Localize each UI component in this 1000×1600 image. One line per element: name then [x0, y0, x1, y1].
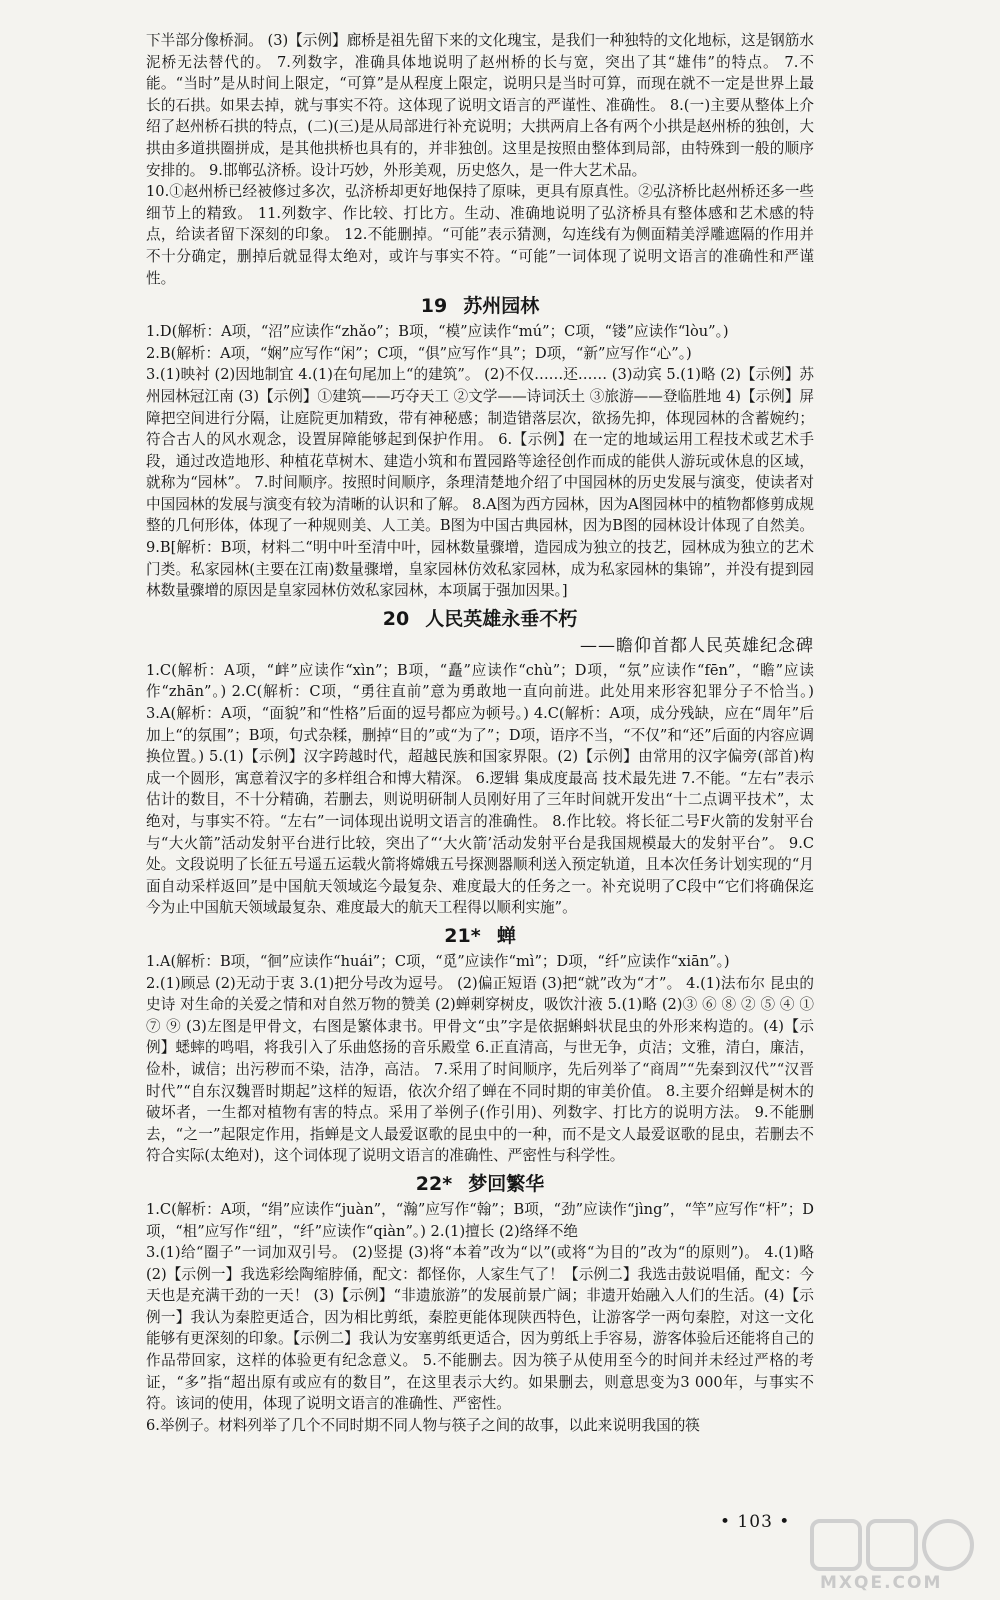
section-number: 20 [382, 607, 410, 630]
section-subtitle: ——瞻仰首都人民英雄纪念碑 [580, 635, 814, 656]
section-title: 蝉 [496, 924, 516, 947]
answer-paragraph: 1.C(解析：A项，“衅”应读作“xìn”；B项，“矗”应读作“chù”；D项，“氛”应读作“fēn”，“瞻”应读作“zhān”。) 2.C(解析：C项，“勇往直前”意为勇敢地一直向前进。此处用来形容犯罪分子不恰当。) 3.A(解析：A项，“面貌”和“性格”后面的逗号都应为顿号。) 4.C(解析：A项，成分残缺，应在“周年”后加上“的氛围”；B项，句式杂糅，删掉“目的”或“为了”；D项，语序不当，“不仅”和“还”后面的内容应调换位置。) 5.(1)【示例】汉字跨越时代，超越民族和国家界限。(2)【示例】由常用的汉字偏旁(部首)构成一个圆形，寓意着汉字的多样组合和博大精深。 6.逻辑 集成度最高 技术最先进 7.不能。“左右”表示估计的数目，不十分精确，若删去，则说明研制人员刚好用了三年时间就开发出“十二点调平技术”，太绝对，与事实不符。“左右”一词体现出说明文语言的准确性。 8.作比较。将长征二号F火箭的发射平台与“大火箭”活动发射平台进行比较，突出了“‘大火箭’活动发射平台是我国规模最大的发射平台”。 9.C处。文段说明了长征五号遥五运载火箭将嫦娥五号探测器顺利送入预定轨道，且本次任务计划实现的“月面自动采样返回”是中国航天领域迄今最复杂、难度最大的任务之一。补充说明了C段中“它们将确保迄今为止中国航天领域最复杂、难度最大的航天工程得以顺利实施”。 [146, 661, 814, 917]
answer-paragraph: 1.C(解析：A项，“绢”应读作“juàn”，“瀚”应写作“翰”；B项，“劲”应读作“jìng”，“竿”应写作“杆”；D项，“柤”应写作“纽”，“纤”应读作“qiàn”。) 2.(1)擅长 (2)络绎不绝 [146, 1200, 814, 1240]
section-22 [146, 1171, 814, 1437]
answer-paragraph: 3.(1)映衬 (2)因地制宜 4.(1)在句尾加上“的建筑”。 (2)不仅……还…… (3)动宾 5.(1)略 (2)【示例】苏州园林冠江南 (3)【示例】①建筑——巧夺天工 ②文学——诗词沃土 ③旅游——登临胜地 4)【示例】屏障把空间进行分隔，让庭院更加精致，带有神秘感；制造错落层次，欲扬先抑，体现园林的含蓄婉约；符合古人的风水观念，设置屏障能够起到保护作用。 6.【示例】在一定的地域运用工程技术或艺术手段，通过改造地形、种植花草树木、建造小筑和布置园路等途径创作而成的能供人游玩或休息的区域，就称为“园林”。 7.时间顺序。按照时间顺序，条理清楚地介绍了中国园林的历史发展与演变，使读者对中国园林的发展与演变有较为清晰的认识和了解。 8.A图为西方园林，因为A图园林中的植物都修剪成规整的几何形体，体现了一种规则美、人工美。B图为中国古典园林，因为B图的园林设计体现了自然美。 9.B[解析：B项，材料二“明中叶至清中叶，园林数量骤增，造园成为独立的技艺，园林成为独立的艺术门类。私家园林(主要在江南)数量骤增，皇家园林仿效私家园林，成为私家园林的集锦”，并没有提到园林数量骤增的原因是皇家园林仿效私家园林，本项属于强加因果。] [146, 366, 814, 600]
intro-paragraph: 10.①赵州桥已经被修过多次，弘济桥却更好地保持了原味，更具有原真性。②弘济桥比赵州桥还多一些细节上的精致。 11.列数字、作比较、打比方。生动、准确地说明了弘济桥具有整体感和艺术感的特点，给读者留下深刻的印象。 12.不能删掉。“可能”表示猜测，勾连线有为侧面精美浮雕遮隔的作用并不十分确定，删掉后就显得太绝对，或许与事实不符。“可能”一词体现了说明文语言的准确性和严谨性。 [146, 183, 814, 287]
answer-paragraph: 1.A(解析：B项，“徊”应读作“huái”；C项，“觅”应读作“mì”；D项，“纤”应读作“xiān”。) [146, 952, 730, 970]
section-title: 梦回繁华 [468, 1172, 545, 1195]
watermark-logo [808, 1515, 988, 1593]
section-number: 21* [444, 924, 481, 947]
answer-paragraph: 1.D(解析：A项，“沼”应读作“zhǎo”；B项，“模”应读作“mú”；C项，“镂”应读作“lòu”。) [146, 323, 729, 341]
intro-paragraph: 下半部分像桥洞。 (3)【示例】廊桥是祖先留下来的文化瑰宝，是我们一种独特的文化地标，这是钢筋水泥桥无法替代的。 7.列数字，准确具体地说明了赵州桥的长与宽，突出了其“雄伟”的特点。 7.不能。“当时”是从时间上限定，“可算”是从程度上限定，说明只是当时可算，而现在就不一定是世界上最长的石拱。如果去掉，就与事实不符。这体现了说明文语言的严谨性、准确性。 8.(一)主要从整体上介绍了赵州桥石拱的特点，(二)(三)是从局部进行补充说明；大拱两肩上各有两个小拱是赵州桥的独创，大拱由多道拱圈拼成，是其他拱桥也具有的，并非独创。这里是按照由整体到局部，由特殊到一般的顺序安排的。 9.邯郸弘济桥。设计巧妙，外形美观，历史悠久，是一件大艺术品。 [146, 32, 814, 179]
section-19 [146, 293, 814, 602]
section-number: 19 [420, 295, 448, 318]
section-heading [146, 1171, 814, 1197]
answer-page [146, 30, 814, 1436]
answer-paragraph: 2.B(解析：A项，“娴”应写作“闲”；C项，“俱”应写作“具”；D项，“新”应写作“心”。) [146, 344, 692, 362]
section-21 [146, 923, 814, 1167]
watermark-text: MXQE.COM [820, 1573, 943, 1593]
answer-paragraph: 2.(1)顾忌 (2)无动于衷 3.(1)把分号改为逗号。 (2)偏正短语 (3)把“就”改为“才”。 4.(1)法布尔 昆虫的史诗 对生命的关爱之情和对自然万物的赞美 (2)蝉刺穿树皮，吸饮汁液 5.(1)略 (2)③ ⑥ ⑧ ② ⑤ ④ ① ⑦ ⑨ (3)左图是甲骨文，右图是繁体隶书。甲骨文“虫”字是依据蝌蚪状昆虫的外形来构造的。(4)【示例】蟋蟀的鸣唱，将我引入了乐曲悠扬的音乐殿堂 6.正直清高，与世无争，贞洁；文雅，清白，廉洁，俭朴，诚信；出污秽而不染，洁净，高洁。 7.采用了时间顺序，先后列举了“商周”“先秦到汉代”“汉晋时代”“自东汉魏晋时期起”这样的短语，依次介绍了蝉在不同时期的审美价值。 8.主要介绍蝉是树木的破坏者，一生都对植物有害的特点。采用了举例子(作引用)、列数字、打比方的说明方法。 9.不能删去，“之一”起限定作用，指蝉是文人最爱讴歌的昆虫中的一种，而不是文人最爱讴歌的昆虫，若删去不符合实际(太绝对)，这个词体现了说明文语言的准确性、严密性与科学性。 [146, 974, 814, 1165]
section-heading [146, 606, 814, 632]
answer-paragraph: 3.(1)给“圈子”一词加双引号。 (2)竖提 (3)将“本着”改为“以”(或将“为目的”改为“的原则”)。 4.(1)略 (2)【示例一】我选彩绘陶缩脖俑，配文：都怪你，人家生气了！【示例二】我选击鼓说唱俑，配文：今天也是充满干劲的一天！ (3)【示例】“非遗旅游”的发展前景广阔；非遗开始融入人们的生活。(4)【示例一】我认为秦腔更适合，因为相比剪纸，秦腔更能体现陕西特色，让游客学一两句秦腔，对这一文化能够有更深刻的印象。【示例二】我认为安塞剪纸更适合，因为剪纸上手容易，游客体验后还能将自己的作品带回家，这样的体验更有纪念意义。 5.不能删去。因为筷子从使用至今的时间并未经过严格的考证，“多”指“超出原有或应有的数目”，在这里表示大约。如果删去，则意思变为3 000年，与事实不符。该词的使用，体现了说明文语言的准确性、严密性。 [146, 1244, 814, 1413]
section-20 [146, 606, 814, 919]
section-number: 22* [415, 1172, 453, 1195]
section-heading [146, 293, 814, 319]
answer-paragraph: 6.举例子。材料列举了几个不同时期不同人物与筷子之间的故事，以此来说明我国的筷 [146, 1416, 700, 1434]
section-heading [146, 923, 814, 949]
page-number: • 103 • [720, 1512, 791, 1532]
section-title: 人民英雄永垂不朽 [425, 607, 578, 630]
section-title: 苏州园林 [463, 295, 540, 318]
watermark-logo-icon [808, 1515, 988, 1575]
